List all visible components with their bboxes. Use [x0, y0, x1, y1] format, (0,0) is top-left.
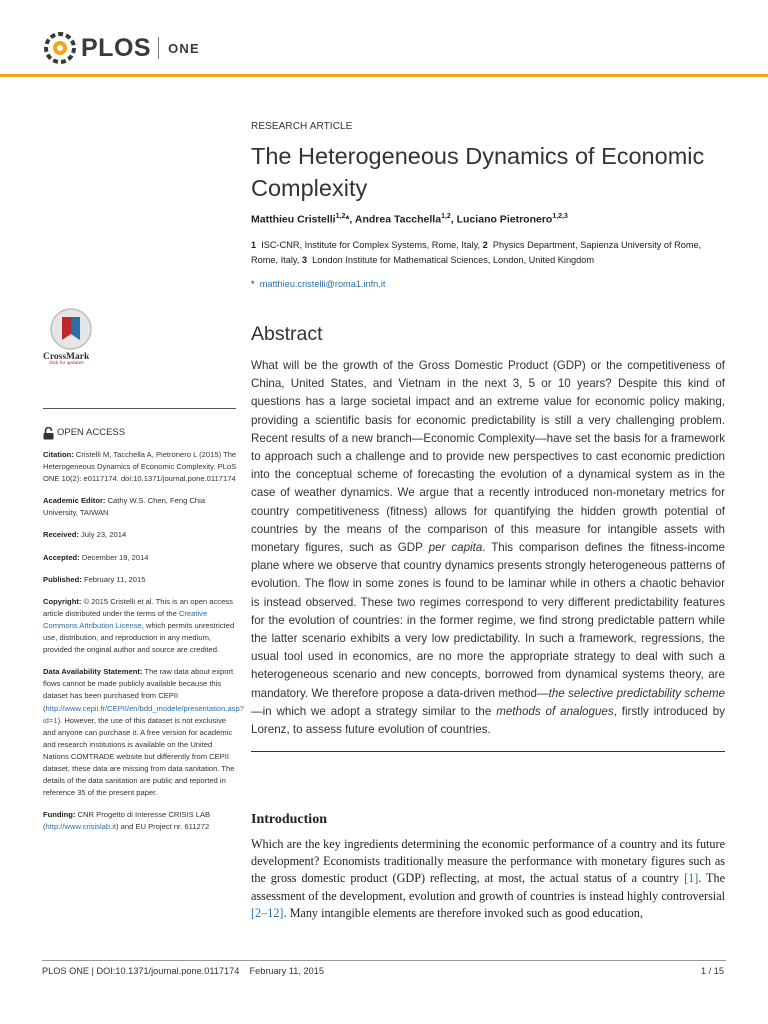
editor-text: Cathy W.S. Chen, Feng Chia University, TAIWAN — [43, 496, 206, 518]
author-affiliation-sup: 1,2,3 — [552, 213, 568, 220]
cepii-link[interactable]: http://www.cepii.fr/CEPII/en/bdd_modele/presentation.asp?id=1 — [43, 703, 244, 725]
published-date: February 11, 2015 — [81, 574, 146, 584]
author-list — [251, 213, 725, 226]
reference-link[interactable]: [1] — [684, 871, 699, 886]
author-affiliation-sup: 1,2 — [441, 213, 451, 220]
article-type: RESEARCH ARTICLE — [251, 121, 353, 132]
license-link[interactable]: Creative Commons Attribution License — [43, 608, 208, 630]
logo-text: PLOS — [81, 33, 152, 62]
logo-divider — [158, 37, 159, 59]
data-availability-text: ). However, the use of this dataset is not exclusive and anyone can purchase it. A free version for academic and research institutions is available on the United Nations COMTRADE website but differently from CEPII dataset, these data are missing from data sanitation. The details of the data sanitation are public and reported in reference 35 of the present paper. — [43, 715, 235, 798]
crisislab-link[interactable]: http://www.crisislab.it — [45, 822, 117, 832]
introduction-heading: Introduction — [251, 812, 327, 827]
author-name: Matthieu Cristelli — [251, 213, 336, 226]
copyright-label: Copyright: — [43, 596, 82, 606]
funding-block — [43, 809, 238, 833]
author-name: Luciano Pietronero — [456, 213, 553, 226]
affiliation-number: 1 — [251, 240, 257, 250]
corresponding-email — [251, 279, 725, 289]
copyright-text: , which permits unrestricted use, distribution, and reproduction in any medium, provided the original author and source are credited. — [43, 620, 235, 655]
citation-block — [43, 449, 238, 485]
open-access-label: OPEN ACCESS — [57, 427, 126, 439]
journal-name: ONE — [168, 40, 200, 56]
affiliation-number: 2 — [482, 240, 488, 250]
abstract-text: , firstly introduced by Lorenz, to assess future evolution of countries. — [251, 704, 726, 737]
article-title: The Heterogeneous Dynamics of Economic Complexity — [251, 143, 705, 201]
received-block — [43, 529, 238, 541]
introduction-paragraph — [251, 836, 725, 922]
introduction-text: . The assessment of the development, evolution and growth of countries is instead highly controversial — [251, 871, 725, 903]
abstract-emphasis: per capita — [428, 541, 483, 555]
copyright-text: © 2015 Cristelli et al. This is an open access article distributed under the terms of the — [43, 596, 233, 618]
introduction-body — [251, 836, 725, 922]
copyright-block — [43, 596, 238, 656]
reference-link[interactable]: [2–12] — [251, 905, 284, 920]
author-separator: , — [450, 213, 457, 226]
abstract-divider — [251, 751, 725, 752]
abstract-emphasis: methods of analogues — [496, 704, 614, 718]
plos-one-logo[interactable] — [42, 30, 200, 66]
author-affiliation-sup: 1,2 — [335, 213, 346, 220]
author-name: Andrea Tacchella — [354, 213, 442, 226]
editor-label: Academic Editor: — [43, 496, 106, 506]
affiliation-number: 3 — [301, 255, 308, 265]
accepted-date: December 19, 2014 — [79, 552, 149, 562]
abstract-paragraph — [251, 357, 725, 739]
citation-label: Citation: — [43, 450, 74, 459]
data-availability-block — [43, 666, 244, 799]
page-number: 1 / 15 — [701, 966, 724, 976]
funding-text: ) and EU Project nr. 611272 — [116, 822, 210, 832]
author-separator: *, — [345, 213, 355, 226]
abstract-text: —in which we adopt a strategy similar to the — [251, 704, 497, 718]
open-access-badge — [43, 427, 238, 440]
introduction-text: . Many intangible elements are therefore invoked such as good education, — [283, 905, 643, 920]
crossmark-badge[interactable] — [43, 307, 103, 366]
funding-label: Funding: — [43, 810, 76, 820]
introduction-text: Which are the key ingredients determining the economic performance of a country and its future development? Economists traditionally measure the performance with monetary figures such as the gross domestic product (GDP) reflecting, at most, the actual status of a country — [251, 837, 725, 886]
affiliations — [251, 238, 725, 268]
affiliation-text: London Institute for Mathematical Sciences, London, United Kingdom — [312, 255, 595, 265]
plos-logo-icon — [42, 30, 78, 66]
received-date: July 23, 2014 — [78, 530, 127, 540]
abstract-body — [251, 357, 725, 739]
journal-header — [0, 0, 768, 80]
data-availability-label: Data Availability Statement: — [43, 667, 143, 677]
crossmark-label: CrossMark — [43, 352, 90, 362]
accepted-block — [43, 552, 238, 564]
footer-divider — [42, 960, 726, 961]
header-accent-rule — [0, 74, 768, 77]
open-lock-icon — [43, 427, 54, 440]
footer-citation: PLOS ONE | DOI:10.1371/journal.pone.0117174 February 11, 2015 — [42, 966, 324, 976]
published-block — [43, 574, 238, 586]
affiliation-text: ISC-CNR, Institute for Complex Systems, Rome, Italy, — [261, 240, 483, 250]
abstract-heading: Abstract — [251, 323, 323, 345]
accepted-label: Accepted: — [43, 552, 80, 562]
article-info-sidebar — [43, 427, 244, 843]
affiliation-text: Physics Department, Sapienza University of Rome, Rome, Italy, — [251, 240, 702, 265]
editor-block — [43, 495, 238, 519]
email-marker: * — [251, 279, 255, 289]
received-label: Received: — [43, 530, 79, 540]
abstract-text: . This comparison defines the fitness-income plane where we observe that country dynamics presents strongly heterogeneous patterns of evolution. The flow in some zones is found to be laminar while in others a chaotic behavior is instead observed. These two regimes correspond to very different predictability features for the evolution of countries: in the former regime, we find strong predictable pattern while the latter scenario exhibits a very low predictability. In such a framework, regressions, the usual tool used in economics, are no more the appropriate strategy to deal with such a heterogeneous scenario and new concepts, borrowed from dynamical systems theory, are mandatory. We therefore propose a data-driven method— — [251, 541, 725, 700]
sidebar-divider — [43, 408, 236, 409]
funding-text: CNR Progetto di Interesse CRISIS LAB ( — [43, 810, 211, 832]
abstract-text: What will be the growth of the Gross Domestic Product (GDP) or the competitiveness of China, United States, and Vietnam in the next 3, 5 or 10 years? Despite this kind of questions has a large societal impact and an extreme value for economic policy making, providing a scientific basis for economic predictability is still a very challenging problem. Recent results of a new branch—Economic Complexity—have set the basis for a framework to approach such a challenge and to provide new perspectives to cast economic prediction into the conceptual scheme of forecasting the evolution of a dynamical system as in the case of weather dynamics. We argue that a recently introduced non-monetary metrics for country competitiveness (fitness) allows for quantifying the hidden growth potential of countries by the means of the comparison of this measure for intangible assets with monetary figures, such as GDP — [251, 359, 725, 555]
citation-text: Cristelli M, Tacchella A, Pietronero L (2015) The Heterogeneous Dynamics of Economic Complexity. PLoS ONE 10(2): e0117174. doi:10.1371/journal.pone.0117174 — [43, 450, 237, 484]
email-link[interactable]: matthieu.cristelli@roma1.infn.it — [259, 279, 386, 289]
data-availability-text: The raw data about export flows cannot be made publicly available because this dataset has been purchased from CEPII ( — [43, 667, 234, 713]
abstract-emphasis: the selective predictability scheme — [548, 686, 725, 700]
published-label: Published: — [43, 574, 82, 584]
crossmark-sublabel: click for updates — [49, 361, 84, 366]
crossmark-icon — [49, 307, 93, 351]
